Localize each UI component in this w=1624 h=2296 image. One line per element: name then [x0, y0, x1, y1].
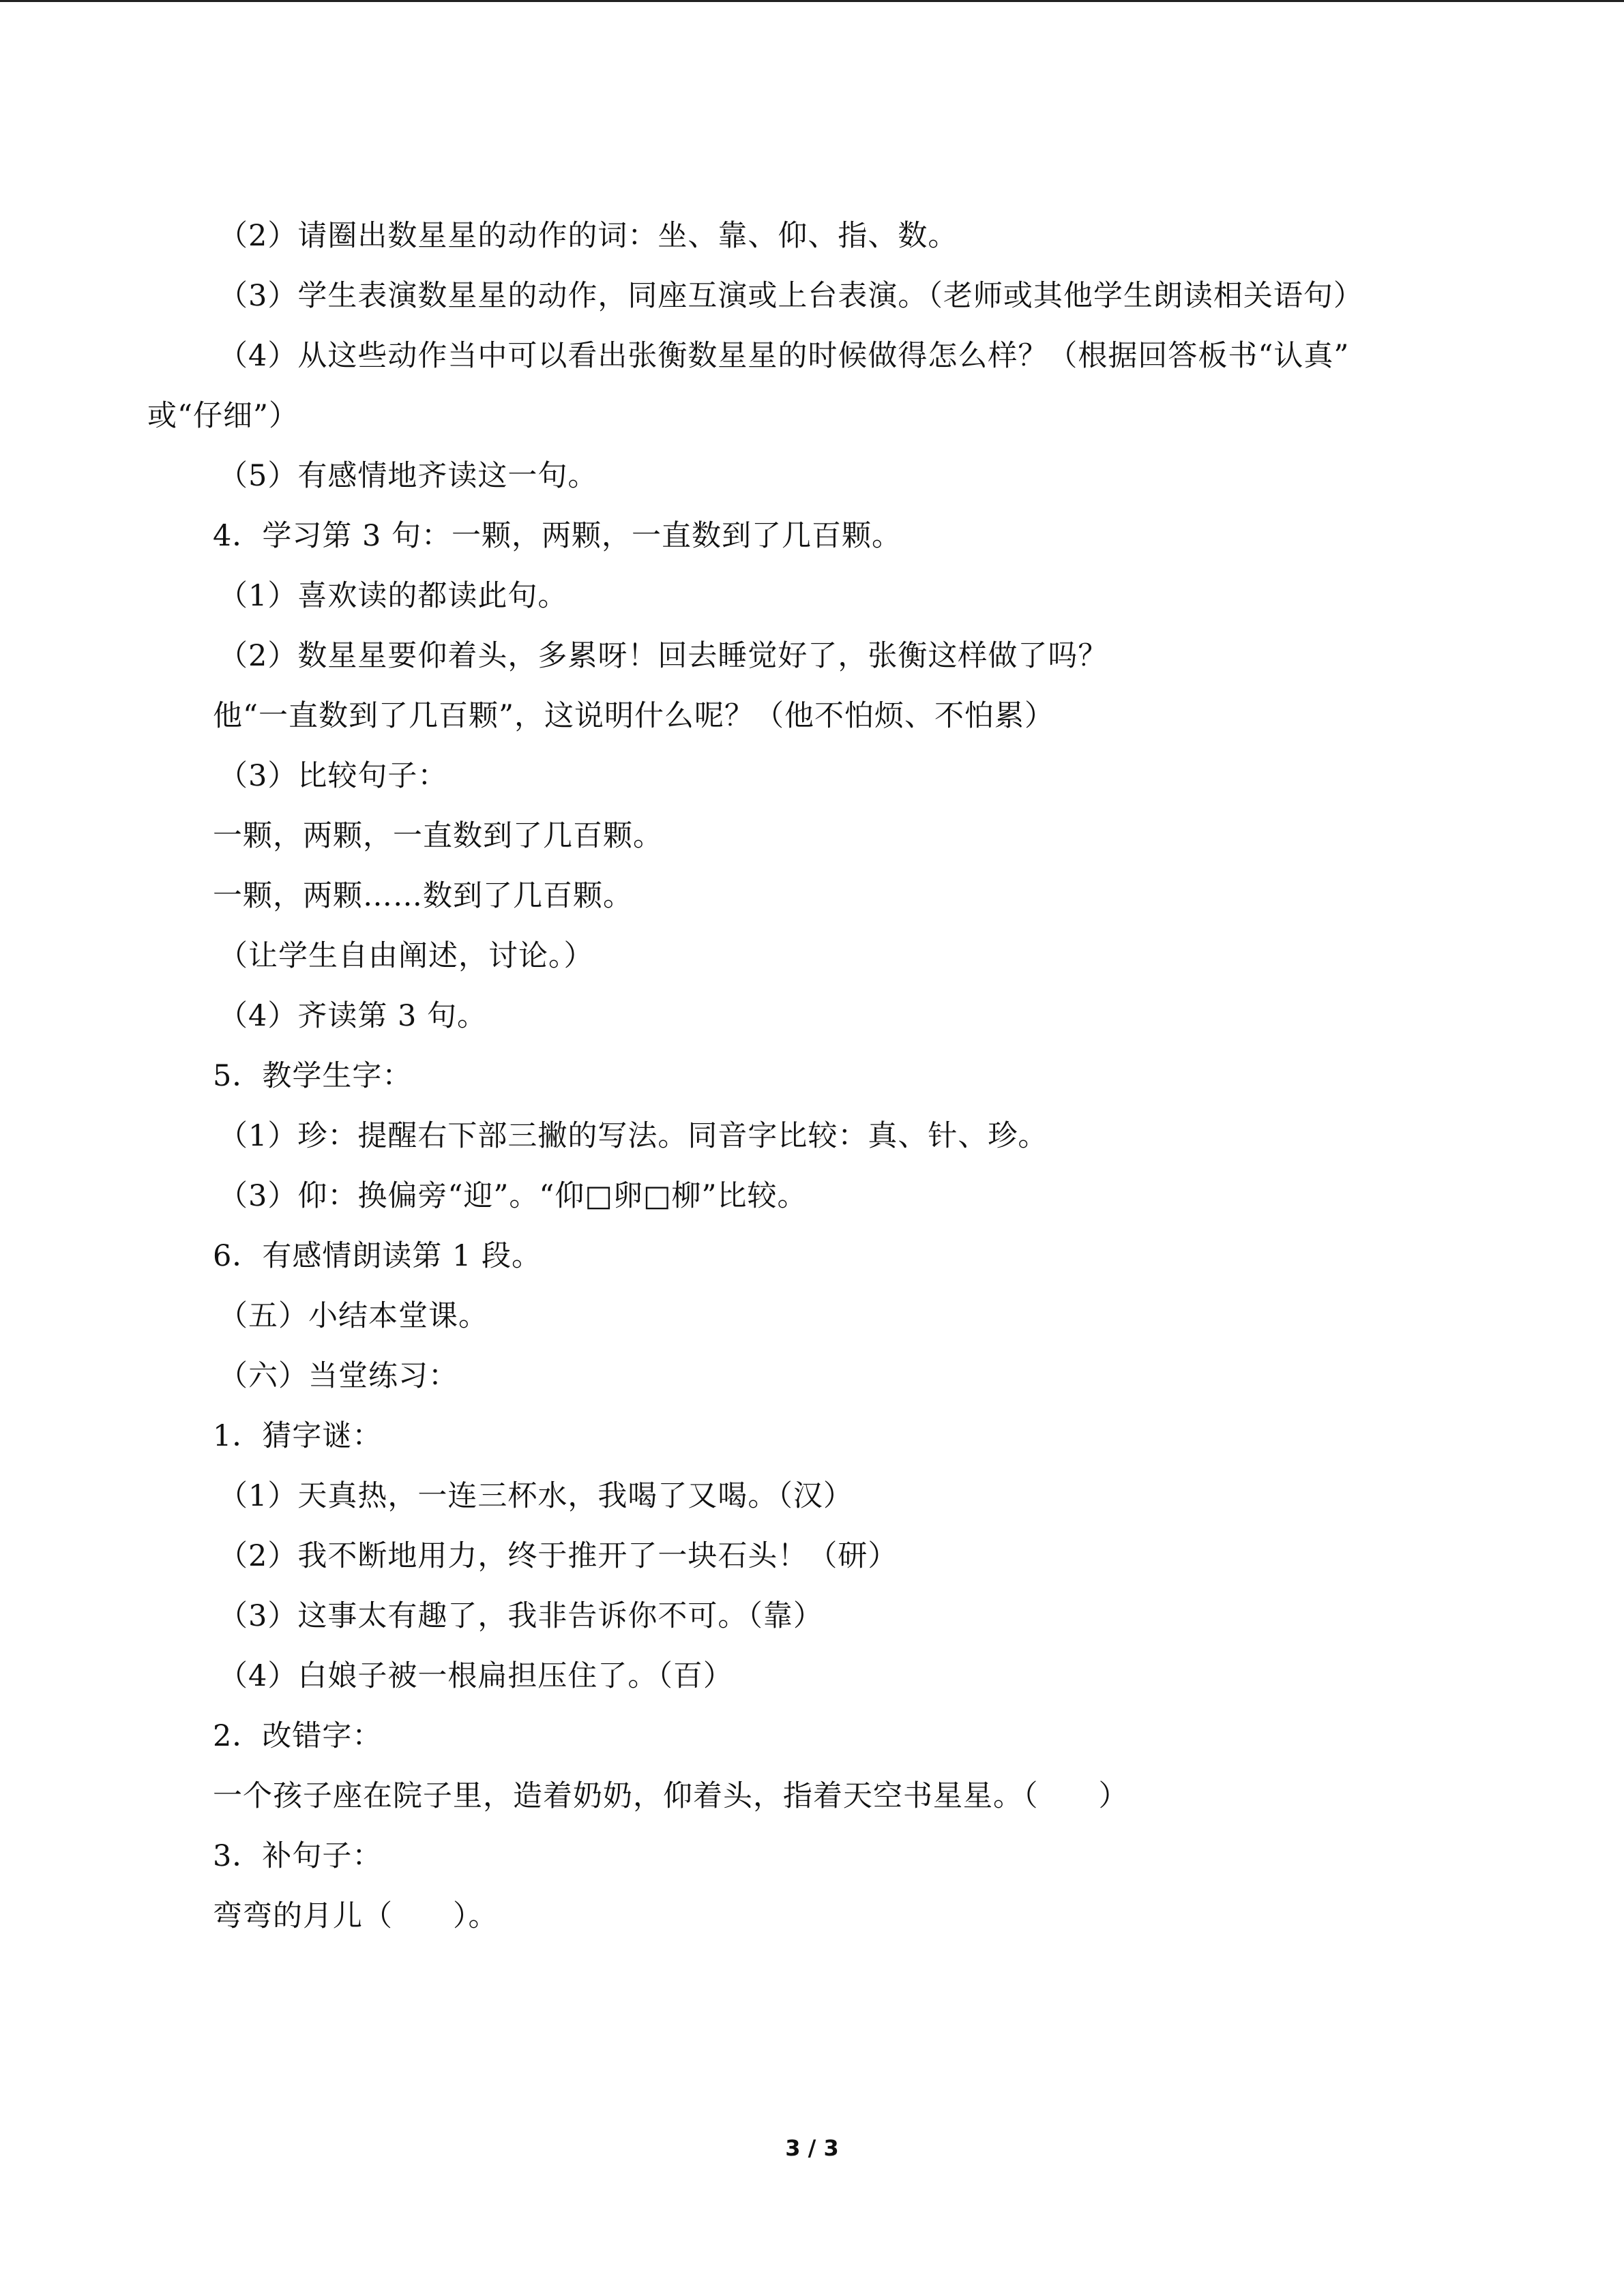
- text-line: 一颗，两颗，一直数到了几百颗。: [213, 819, 663, 853]
- text-line: （五）小结本堂课。: [218, 1299, 488, 1333]
- text-line: 5．教学生字：: [213, 1059, 413, 1093]
- text-line: （3）学生表演数星星的动作，同座互演或上台表演。（老师或其他学生朗读相关语句）: [218, 279, 1363, 313]
- text-line: 弯弯的月儿（ ）。: [213, 1899, 499, 1933]
- text-line: （4）齐读第 3 句。: [218, 999, 488, 1033]
- text-line: （2）请圈出数星星的动作的词：坐、靠、仰、指、数。: [218, 219, 958, 253]
- text-line: 或“仔细”）: [147, 399, 299, 433]
- text-line: （让学生自由阐述，讨论。）: [218, 939, 594, 973]
- text-line: （5）有感情地齐读这一句。: [218, 459, 598, 493]
- text-line: （2）我不断地用力，终于推开了一块石头！（研）: [218, 1539, 898, 1573]
- text-line: 一颗，两颗……数到了几百颗。: [213, 879, 633, 913]
- text-line: 1．猜字谜：: [213, 1419, 383, 1453]
- text-line: 他“一直数到了几百颗”，这说明什么呢？（他不怕烦、不怕累）: [213, 699, 1054, 733]
- text-line: （2）数星星要仰着头，多累呀！回去睡觉好了，张衡这样做了吗？: [218, 639, 1108, 673]
- text-line: （4）白娘子被一根扁担压住了。（百）: [218, 1659, 733, 1693]
- text-line: （1）喜欢读的都读此句。: [218, 579, 568, 613]
- text-line: （3）这事太有趣了，我非告诉你不可。（靠）: [218, 1599, 823, 1633]
- text-line: （3）仰：换偏旁“迎”。“仰□卵□柳”比较。: [218, 1179, 808, 1213]
- text-line: 2．改错字：: [213, 1719, 383, 1753]
- text-line: （1）天真热，一连三杯水，我喝了又喝。（汉）: [218, 1479, 853, 1513]
- text-line: 3．补句子：: [213, 1839, 383, 1873]
- page-number: 3 / 3: [785, 2135, 839, 2161]
- text-line: （4）从这些动作当中可以看出张衡数星星的时候做得怎么样？（根据回答板书“认真”: [218, 339, 1350, 373]
- text-line: 4．学习第 3 句：一颗，两颗，一直数到了几百颗。: [213, 519, 902, 553]
- text-line: （1）珍：提醒右下部三撇的写法。同音字比较：真、针、珍。: [218, 1119, 1048, 1153]
- text-line: 一个孩子座在院子里，造着奶奶，仰着头，指着天空书星星。（ ）: [213, 1779, 1129, 1813]
- text-line: 6．有感情朗读第 1 段。: [213, 1239, 542, 1273]
- text-line: （3）比较句子：: [218, 759, 448, 793]
- text-line: （六）当堂练习：: [218, 1359, 458, 1393]
